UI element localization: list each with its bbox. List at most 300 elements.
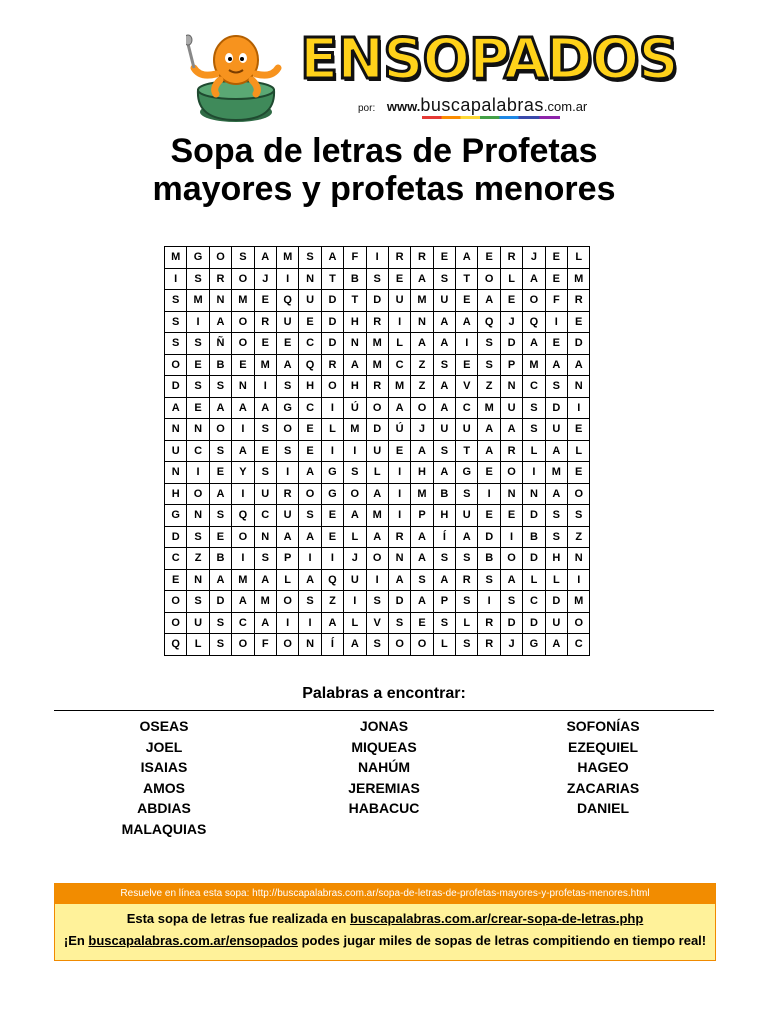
- grid-cell: E: [187, 397, 209, 419]
- grid-cell: I: [545, 311, 567, 333]
- grid-cell: Q: [321, 569, 343, 591]
- byline-www: www.: [386, 99, 421, 114]
- grid-cell: S: [209, 505, 231, 527]
- grid-cell: N: [411, 311, 433, 333]
- grid-cell: A: [478, 290, 500, 312]
- grid-cell: E: [321, 526, 343, 548]
- grid-cell: S: [209, 376, 231, 398]
- grid-cell: E: [500, 505, 522, 527]
- grid-cell: E: [388, 440, 410, 462]
- grid-cell: I: [321, 397, 343, 419]
- grid-cell: S: [545, 376, 567, 398]
- grid-cell: R: [321, 354, 343, 376]
- grid-cell: B: [523, 526, 545, 548]
- grid-cell: E: [254, 440, 276, 462]
- ensopados-link[interactable]: buscapalabras.com.ar/ensopados: [88, 933, 298, 948]
- grid-cell: E: [568, 419, 590, 441]
- grid-cell: A: [254, 612, 276, 634]
- grid-cell: M: [366, 354, 388, 376]
- grid-cell: A: [254, 569, 276, 591]
- grid-cell: S: [366, 268, 388, 290]
- octopus-mascot-icon: [186, 28, 286, 126]
- grid-cell: I: [299, 548, 321, 570]
- grid-row: [165, 290, 590, 312]
- create-puzzle-link[interactable]: buscapalabras.com.ar/crear-sopa-de-letras.php: [349, 911, 644, 926]
- word-item: ISAIAS: [140, 759, 188, 776]
- word-item: HABACUC: [348, 800, 420, 817]
- grid-cell: U: [165, 440, 187, 462]
- grid-cell: E: [254, 290, 276, 312]
- grid-cell: M: [523, 354, 545, 376]
- grid-cell: L: [366, 462, 388, 484]
- word-list-column-3: [503, 716, 703, 819]
- grid-cell: R: [254, 311, 276, 333]
- grid-cell: U: [254, 483, 276, 505]
- grid-cell: Ñ: [209, 333, 231, 355]
- grid-cell: N: [299, 268, 321, 290]
- grid-cell: N: [523, 483, 545, 505]
- byline: [358, 95, 587, 116]
- grid-cell: D: [523, 612, 545, 634]
- grid-row: [165, 526, 590, 548]
- grid-cell: A: [366, 483, 388, 505]
- grid-cell: F: [344, 247, 366, 269]
- grid-cell: O: [232, 634, 254, 656]
- grid-cell: O: [366, 548, 388, 570]
- grid-cell: B: [344, 268, 366, 290]
- grid-cell: C: [523, 591, 545, 613]
- grid-cell: I: [321, 440, 343, 462]
- grid-cell: A: [232, 397, 254, 419]
- grid-cell: U: [545, 612, 567, 634]
- grid-cell: J: [344, 548, 366, 570]
- footer-line-2-prefix: ¡En: [63, 933, 89, 948]
- grid-cell: M: [254, 354, 276, 376]
- grid-cell: R: [568, 290, 590, 312]
- grid-cell: A: [411, 440, 433, 462]
- grid-cell: T: [456, 268, 478, 290]
- grid-cell: A: [411, 526, 433, 548]
- grid-cell: A: [411, 591, 433, 613]
- grid-cell: E: [568, 311, 590, 333]
- grid-cell: O: [232, 333, 254, 355]
- grid-cell: L: [568, 247, 590, 269]
- grid-cell: J: [523, 247, 545, 269]
- grid-cell: H: [344, 376, 366, 398]
- grid-cell: S: [545, 526, 567, 548]
- grid-cell: I: [276, 268, 298, 290]
- grid-cell: I: [232, 419, 254, 441]
- grid-cell: B: [209, 354, 231, 376]
- page-title: [0, 132, 768, 208]
- grid-cell: D: [545, 397, 567, 419]
- grid-cell: D: [165, 526, 187, 548]
- footer-box: [54, 883, 716, 961]
- grid-cell: S: [478, 354, 500, 376]
- grid-cell: I: [321, 548, 343, 570]
- grid-cell: P: [433, 591, 455, 613]
- grid-cell: M: [366, 333, 388, 355]
- grid-cell: N: [344, 333, 366, 355]
- grid-cell: N: [500, 376, 522, 398]
- grid-cell: I: [388, 462, 410, 484]
- grid-cell: O: [165, 354, 187, 376]
- footer-line-1-text: Esta sopa de letras fue realizada en: [126, 911, 350, 926]
- grid-cell: O: [321, 376, 343, 398]
- grid-cell: A: [209, 397, 231, 419]
- grid-cell: I: [388, 483, 410, 505]
- grid-cell: U: [276, 505, 298, 527]
- grid-cell: M: [388, 376, 410, 398]
- grid-cell: A: [276, 526, 298, 548]
- grid-cell: M: [545, 462, 567, 484]
- grid-cell: N: [299, 634, 321, 656]
- grid-cell: S: [187, 526, 209, 548]
- word-item: HAGEO: [577, 759, 629, 776]
- grid-cell: O: [411, 634, 433, 656]
- grid-cell: O: [411, 397, 433, 419]
- grid-cell: I: [456, 333, 478, 355]
- grid-cell: V: [456, 376, 478, 398]
- words-heading: Palabras a encontrar:: [302, 685, 466, 702]
- grid-cell: U: [545, 419, 567, 441]
- grid-cell: E: [545, 333, 567, 355]
- grid-cell: S: [433, 354, 455, 376]
- grid-cell: S: [276, 440, 298, 462]
- grid-cell: H: [545, 548, 567, 570]
- grid-cell: A: [456, 311, 478, 333]
- grid-cell: H: [411, 462, 433, 484]
- grid-cell: A: [209, 311, 231, 333]
- grid-cell: E: [276, 333, 298, 355]
- grid-cell: A: [388, 397, 410, 419]
- grid-cell: E: [299, 440, 321, 462]
- grid-cell: M: [232, 569, 254, 591]
- grid-cell: I: [276, 462, 298, 484]
- title-line-1: Sopa de letras de Profetas: [170, 132, 598, 170]
- grid-cell: L: [456, 612, 478, 634]
- grid-cell: O: [276, 591, 298, 613]
- grid-cell: L: [433, 634, 455, 656]
- grid-row: [165, 247, 590, 269]
- grid-row: [165, 591, 590, 613]
- grid-cell: S: [411, 569, 433, 591]
- grid-cell: O: [165, 612, 187, 634]
- grid-cell: A: [388, 569, 410, 591]
- grid-cell: S: [433, 440, 455, 462]
- grid-cell: B: [433, 483, 455, 505]
- grid-cell: A: [254, 247, 276, 269]
- grid-cell: A: [545, 483, 567, 505]
- grid-cell: Z: [187, 548, 209, 570]
- grid-cell: O: [209, 419, 231, 441]
- grid-cell: S: [456, 591, 478, 613]
- grid-cell: I: [232, 548, 254, 570]
- grid-cell: A: [411, 268, 433, 290]
- grid-cell: D: [165, 376, 187, 398]
- grid-cell: A: [411, 548, 433, 570]
- grid-cell: E: [232, 354, 254, 376]
- grid-cell: J: [500, 311, 522, 333]
- grid-cell: O: [366, 397, 388, 419]
- grid-cell: Ú: [344, 397, 366, 419]
- word-item: NAHÚM: [357, 759, 411, 776]
- grid-cell: D: [388, 591, 410, 613]
- grid-cell: S: [232, 247, 254, 269]
- grid-cell: N: [568, 548, 590, 570]
- grid-cell: I: [344, 440, 366, 462]
- grid-cell: E: [411, 612, 433, 634]
- grid-row: [165, 311, 590, 333]
- brand-name: ENSOPADOS: [300, 27, 678, 92]
- grid-cell: P: [276, 548, 298, 570]
- grid-cell: C: [523, 376, 545, 398]
- grid-cell: S: [299, 247, 321, 269]
- word-item: ZACARIAS: [566, 779, 640, 796]
- grid-cell: H: [299, 376, 321, 398]
- grid-cell: D: [478, 526, 500, 548]
- grid-cell: D: [500, 333, 522, 355]
- grid-cell: A: [254, 397, 276, 419]
- grid-cell: L: [523, 440, 545, 462]
- grid-cell: O: [276, 419, 298, 441]
- grid-cell: D: [321, 290, 343, 312]
- grid-cell: E: [254, 333, 276, 355]
- grid-cell: N: [165, 462, 187, 484]
- grid-row: [165, 333, 590, 355]
- grid-cell: O: [388, 634, 410, 656]
- grid-cell: O: [500, 462, 522, 484]
- grid-cell: O: [276, 634, 298, 656]
- grid-cell: A: [433, 333, 455, 355]
- grid-cell: A: [411, 333, 433, 355]
- grid-cell: Q: [478, 311, 500, 333]
- grid-cell: L: [276, 569, 298, 591]
- grid-row: [165, 354, 590, 376]
- grid-cell: M: [411, 290, 433, 312]
- grid-cell: C: [165, 548, 187, 570]
- grid-row: [165, 440, 590, 462]
- grid-row: [165, 569, 590, 591]
- grid-cell: O: [500, 548, 522, 570]
- rainbow-underline: [422, 116, 560, 119]
- grid-cell: Z: [321, 591, 343, 613]
- grid-cell: R: [478, 612, 500, 634]
- grid-cell: S: [478, 333, 500, 355]
- grid-cell: U: [299, 290, 321, 312]
- grid-cell: C: [232, 612, 254, 634]
- grid-cell: P: [411, 505, 433, 527]
- grid-cell: N: [254, 526, 276, 548]
- grid-cell: Y: [232, 462, 254, 484]
- grid-cell: M: [568, 591, 590, 613]
- grid-cell: E: [388, 268, 410, 290]
- grid-cell: E: [456, 354, 478, 376]
- grid-cell: S: [254, 462, 276, 484]
- grid-cell: L: [187, 634, 209, 656]
- grid-cell: A: [456, 247, 478, 269]
- grid-cell: R: [500, 440, 522, 462]
- grid-cell: E: [187, 354, 209, 376]
- grid-cell: S: [456, 548, 478, 570]
- grid-cell: U: [500, 397, 522, 419]
- grid-cell: S: [478, 569, 500, 591]
- word-item: EZEQUIEL: [567, 738, 638, 755]
- grid-cell: A: [433, 462, 455, 484]
- grid-cell: Z: [478, 376, 500, 398]
- grid-cell: S: [187, 268, 209, 290]
- grid-cell: D: [366, 419, 388, 441]
- grid-cell: T: [321, 268, 343, 290]
- grid-cell: C: [299, 397, 321, 419]
- grid-cell: Q: [232, 505, 254, 527]
- grid-cell: A: [500, 419, 522, 441]
- word-item: MIQUEAS: [351, 738, 417, 755]
- grid-cell: M: [276, 247, 298, 269]
- grid-cell: S: [433, 548, 455, 570]
- grid-cell: Q: [165, 634, 187, 656]
- grid-cell: N: [187, 419, 209, 441]
- grid-cell: A: [433, 569, 455, 591]
- grid-cell: I: [478, 483, 500, 505]
- grid-cell: I: [568, 569, 590, 591]
- grid-cell: R: [388, 247, 410, 269]
- grid-cell: A: [433, 311, 455, 333]
- grid-cell: S: [456, 634, 478, 656]
- grid-cell: S: [187, 333, 209, 355]
- grid-cell: S: [187, 376, 209, 398]
- grid-cell: E: [299, 311, 321, 333]
- grid-cell: D: [523, 505, 545, 527]
- grid-cell: A: [344, 505, 366, 527]
- word-item: JONAS: [359, 718, 409, 734]
- grid-cell: O: [568, 612, 590, 634]
- grid-cell: A: [478, 440, 500, 462]
- grid-cell: R: [478, 634, 500, 656]
- word-item: JEREMIAS: [348, 779, 420, 796]
- grid-cell: J: [254, 268, 276, 290]
- grid-row: [165, 612, 590, 634]
- grid-cell: R: [411, 247, 433, 269]
- grid-cell: E: [478, 462, 500, 484]
- grid-cell: E: [478, 247, 500, 269]
- grid-cell: I: [344, 591, 366, 613]
- grid-cell: S: [500, 591, 522, 613]
- footer-line-2: [55, 930, 715, 952]
- grid-cell: Í: [321, 634, 343, 656]
- grid-cell: D: [568, 333, 590, 355]
- grid-cell: E: [165, 569, 187, 591]
- grid-cell: S: [254, 419, 276, 441]
- grid-cell: A: [478, 419, 500, 441]
- grid-cell: A: [545, 354, 567, 376]
- grid-cell: I: [523, 462, 545, 484]
- grid-cell: S: [165, 311, 187, 333]
- title-line-2: mayores y profetas menores: [152, 170, 616, 208]
- word-item: OSEAS: [139, 718, 189, 734]
- grid-cell: A: [232, 591, 254, 613]
- grid-row: [165, 268, 590, 290]
- byline-site: buscapalabras: [420, 95, 544, 115]
- grid-cell: R: [500, 247, 522, 269]
- grid-cell: U: [344, 569, 366, 591]
- grid-cell: M: [165, 247, 187, 269]
- grid-cell: R: [366, 311, 388, 333]
- grid-cell: U: [433, 290, 455, 312]
- word-search-grid: [164, 246, 590, 656]
- grid-cell: I: [299, 612, 321, 634]
- grid-cell: E: [545, 268, 567, 290]
- grid-cell: A: [321, 247, 343, 269]
- grid-cell: S: [456, 483, 478, 505]
- grid-cell: S: [165, 290, 187, 312]
- footer-line-2-suffix: podes jugar miles de sopas de letras compitiendo en tiempo real!: [297, 933, 707, 948]
- grid-cell: S: [545, 505, 567, 527]
- grid-cell: G: [321, 462, 343, 484]
- byline-por: por:: [358, 103, 376, 114]
- grid-cell: H: [344, 311, 366, 333]
- grid-cell: D: [523, 548, 545, 570]
- grid-cell: H: [165, 483, 187, 505]
- grid-cell: I: [366, 247, 388, 269]
- grid-cell: S: [276, 376, 298, 398]
- grid-cell: D: [545, 591, 567, 613]
- grid-cell: N: [187, 569, 209, 591]
- grid-cell: O: [165, 591, 187, 613]
- grid-row: [165, 505, 590, 527]
- grid-cell: L: [523, 569, 545, 591]
- grid-cell: A: [500, 569, 522, 591]
- grid-cell: O: [232, 526, 254, 548]
- grid-cell: J: [411, 419, 433, 441]
- grid-cell: F: [254, 634, 276, 656]
- grid-row: [165, 397, 590, 419]
- grid-cell: Z: [568, 526, 590, 548]
- grid-cell: A: [433, 376, 455, 398]
- grid-row: [165, 376, 590, 398]
- grid-cell: G: [276, 397, 298, 419]
- grid-cell: I: [366, 569, 388, 591]
- grid-cell: P: [500, 354, 522, 376]
- grid-cell: M: [232, 290, 254, 312]
- grid-cell: A: [344, 354, 366, 376]
- grid-cell: M: [344, 419, 366, 441]
- grid-cell: V: [366, 612, 388, 634]
- grid-cell: A: [165, 397, 187, 419]
- word-list-column-1: [64, 716, 264, 840]
- grid-cell: Q: [523, 311, 545, 333]
- grid-cell: E: [545, 247, 567, 269]
- grid-cell: I: [500, 526, 522, 548]
- online-link-bar[interactable]: Resuelve en línea esta sopa: http://buscapalabras.com.ar/sopa-de-letras-de-profetas-mayores-y-profetas-menores.html: [55, 884, 715, 904]
- grid-cell: A: [545, 634, 567, 656]
- grid-cell: N: [187, 505, 209, 527]
- grid-cell: S: [366, 591, 388, 613]
- grid-cell: R: [456, 569, 478, 591]
- grid-cell: A: [545, 440, 567, 462]
- grid-cell: L: [545, 569, 567, 591]
- grid-cell: E: [500, 290, 522, 312]
- grid-cell: U: [366, 440, 388, 462]
- grid-cell: O: [187, 483, 209, 505]
- grid-cell: I: [568, 397, 590, 419]
- grid-cell: O: [299, 483, 321, 505]
- grid-cell: S: [523, 397, 545, 419]
- grid-cell: U: [433, 419, 455, 441]
- grid-cell: F: [545, 290, 567, 312]
- grid-cell: M: [366, 505, 388, 527]
- grid-cell: A: [344, 634, 366, 656]
